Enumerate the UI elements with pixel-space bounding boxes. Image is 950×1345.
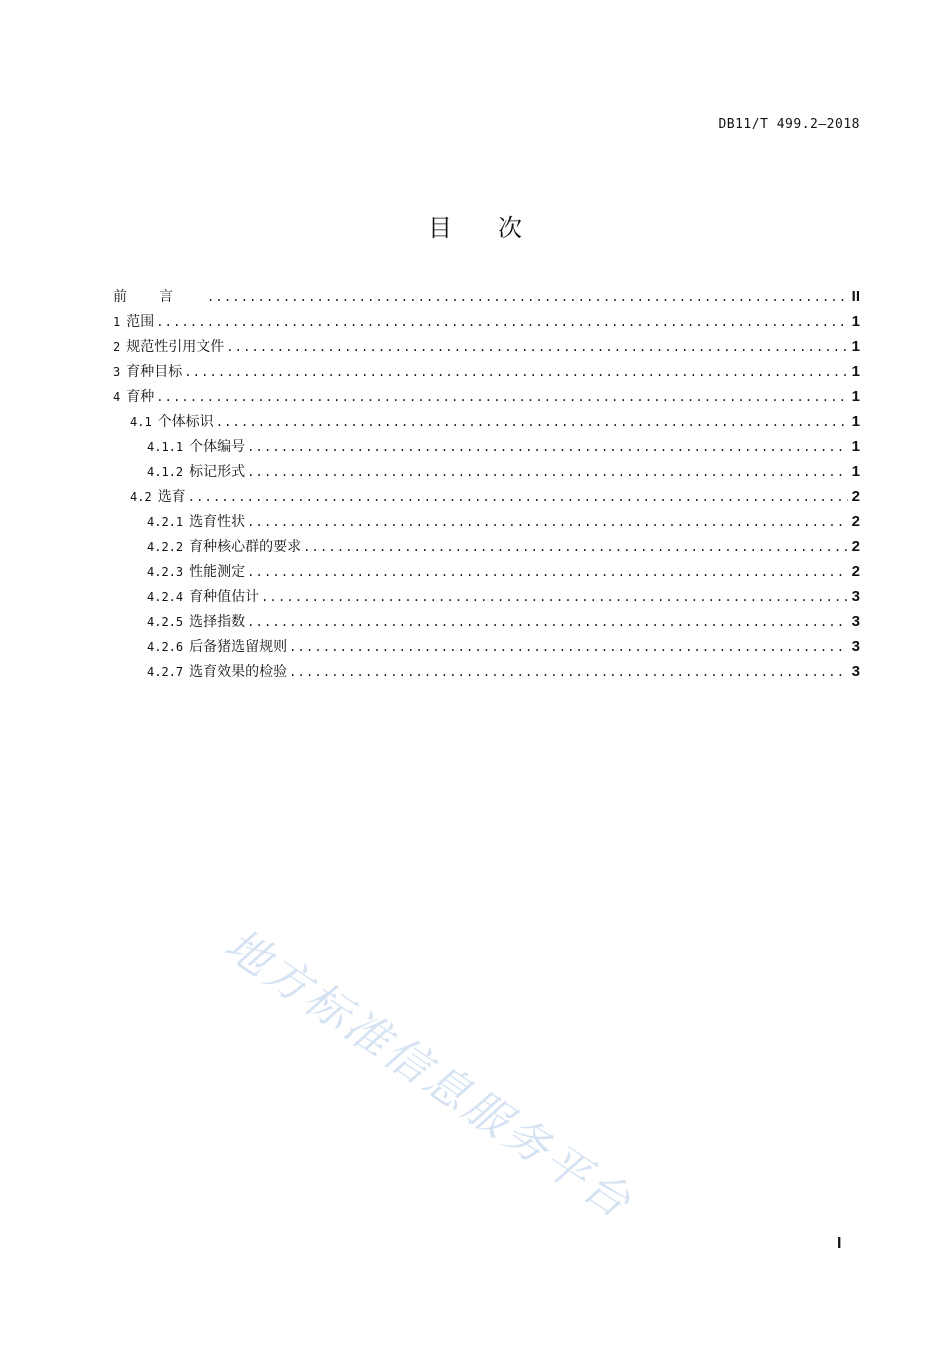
toc-entry-page: 1 xyxy=(851,338,860,355)
toc-entry-1[interactable] xyxy=(113,311,860,336)
toc-leader-dots xyxy=(289,665,848,679)
toc-entry-4-2-6[interactable] xyxy=(113,636,860,661)
toc-entry-page: 1 xyxy=(851,363,860,380)
toc-entry-label: 个体标识 xyxy=(157,414,214,430)
toc-entry-label: 育种值估计 xyxy=(189,589,260,605)
toc-leader-dots xyxy=(216,415,848,429)
toc-entry-label: 性能测定 xyxy=(189,564,246,580)
toc-entry-page: 3 xyxy=(851,613,860,630)
toc-entry-number: 4.2.5 xyxy=(147,615,184,629)
toc-leader-dots xyxy=(156,315,848,329)
toc-entry-number: 2 xyxy=(113,340,121,354)
toc-entry-page: 2 xyxy=(851,563,860,580)
toc-entry-page: 2 xyxy=(851,513,860,530)
toc-entry-4-2-5[interactable] xyxy=(113,611,860,636)
toc-leader-dots xyxy=(289,640,848,654)
toc-entry-4-1[interactable] xyxy=(113,411,860,436)
toc-entry-4-2-4[interactable] xyxy=(113,586,860,611)
toc-leader-dots xyxy=(247,515,848,529)
table-of-contents xyxy=(113,286,860,686)
toc-entry-3[interactable] xyxy=(113,361,860,386)
toc-entry-label: 规范性引用文件 xyxy=(126,339,225,355)
watermark: 地方标准信息服务平台 xyxy=(215,919,642,1230)
toc-leader-dots xyxy=(247,565,848,579)
toc-entry-page: 1 xyxy=(851,413,860,430)
toc-entry-4[interactable] xyxy=(113,386,860,411)
toc-entry-page: 3 xyxy=(851,638,860,655)
toc-entry-label: 前言 xyxy=(113,289,205,305)
toc-entry-number: 4.1.2 xyxy=(147,465,184,479)
toc-entry-number: 4.2.4 xyxy=(147,590,184,604)
toc-entry-label: 选育 xyxy=(157,489,186,505)
toc-entry-label: 育种 xyxy=(126,389,155,405)
toc-entry-number: 4.2 xyxy=(130,490,152,504)
toc-entry-number: 4 xyxy=(113,390,121,404)
toc-entry-page: 1 xyxy=(851,388,860,405)
toc-entry-page: 1 xyxy=(851,438,860,455)
toc-entry-page: 3 xyxy=(851,663,860,680)
toc-entry-number: 4.2.7 xyxy=(147,665,184,679)
toc-entry-label: 选育效果的检验 xyxy=(189,664,288,680)
toc-entry-number: 4.2.6 xyxy=(147,640,184,654)
toc-entry-page: 2 xyxy=(851,488,860,505)
toc-entry-page: 1 xyxy=(851,313,860,330)
toc-entry-label: 育种目标 xyxy=(126,364,183,380)
toc-entry-number: 4.2.3 xyxy=(147,565,184,579)
toc-entry-page: II xyxy=(851,288,860,305)
toc-leader-dots xyxy=(247,615,848,629)
toc-entry-label: 标记形式 xyxy=(189,464,246,480)
toc-entry-label: 育种核心群的要求 xyxy=(189,539,302,555)
toc-entry-label: 后备猪选留规则 xyxy=(189,639,288,655)
toc-entry-4-2-1[interactable] xyxy=(113,511,860,536)
toc-entry-page: 1 xyxy=(851,463,860,480)
toc-entry-foreword[interactable] xyxy=(113,286,860,311)
toc-leader-dots xyxy=(247,440,848,454)
toc-leader-dots xyxy=(156,390,848,404)
toc-leader-dots xyxy=(226,340,848,354)
toc-entry-4-2-3[interactable] xyxy=(113,561,860,586)
toc-entry-4-2-2[interactable] xyxy=(113,536,860,561)
toc-title: 目次 xyxy=(428,214,568,242)
toc-entry-label: 选择指数 xyxy=(189,614,246,630)
toc-entry-number: 3 xyxy=(113,365,121,379)
toc-leader-dots xyxy=(303,540,848,554)
toc-entry-number: 4.2.1 xyxy=(147,515,184,529)
toc-entry-number: 4.1 xyxy=(130,415,152,429)
toc-leader-dots xyxy=(247,465,848,479)
toc-entry-4-1-1[interactable] xyxy=(113,436,860,461)
page-number: I xyxy=(837,1235,842,1252)
toc-entry-number: 4.2.2 xyxy=(147,540,184,554)
document-code: DB11/T 499.2—2018 xyxy=(718,117,860,132)
toc-entry-label: 选育性状 xyxy=(189,514,246,530)
toc-entry-4-2[interactable] xyxy=(113,486,860,511)
toc-entry-2[interactable] xyxy=(113,336,860,361)
toc-entry-number: 1 xyxy=(113,315,121,329)
toc-entry-number: 4.1.1 xyxy=(147,440,184,454)
toc-entry-label: 个体编号 xyxy=(189,439,246,455)
toc-leader-dots xyxy=(188,490,848,504)
toc-entry-4-1-2[interactable] xyxy=(113,461,860,486)
toc-entry-4-2-7[interactable] xyxy=(113,661,860,686)
toc-entry-label: 范围 xyxy=(126,314,155,330)
toc-leader-dots xyxy=(184,365,848,379)
toc-entry-page: 2 xyxy=(851,538,860,555)
toc-leader-dots xyxy=(261,590,848,604)
toc-leader-dots xyxy=(207,290,848,304)
toc-entry-page: 3 xyxy=(851,588,860,605)
